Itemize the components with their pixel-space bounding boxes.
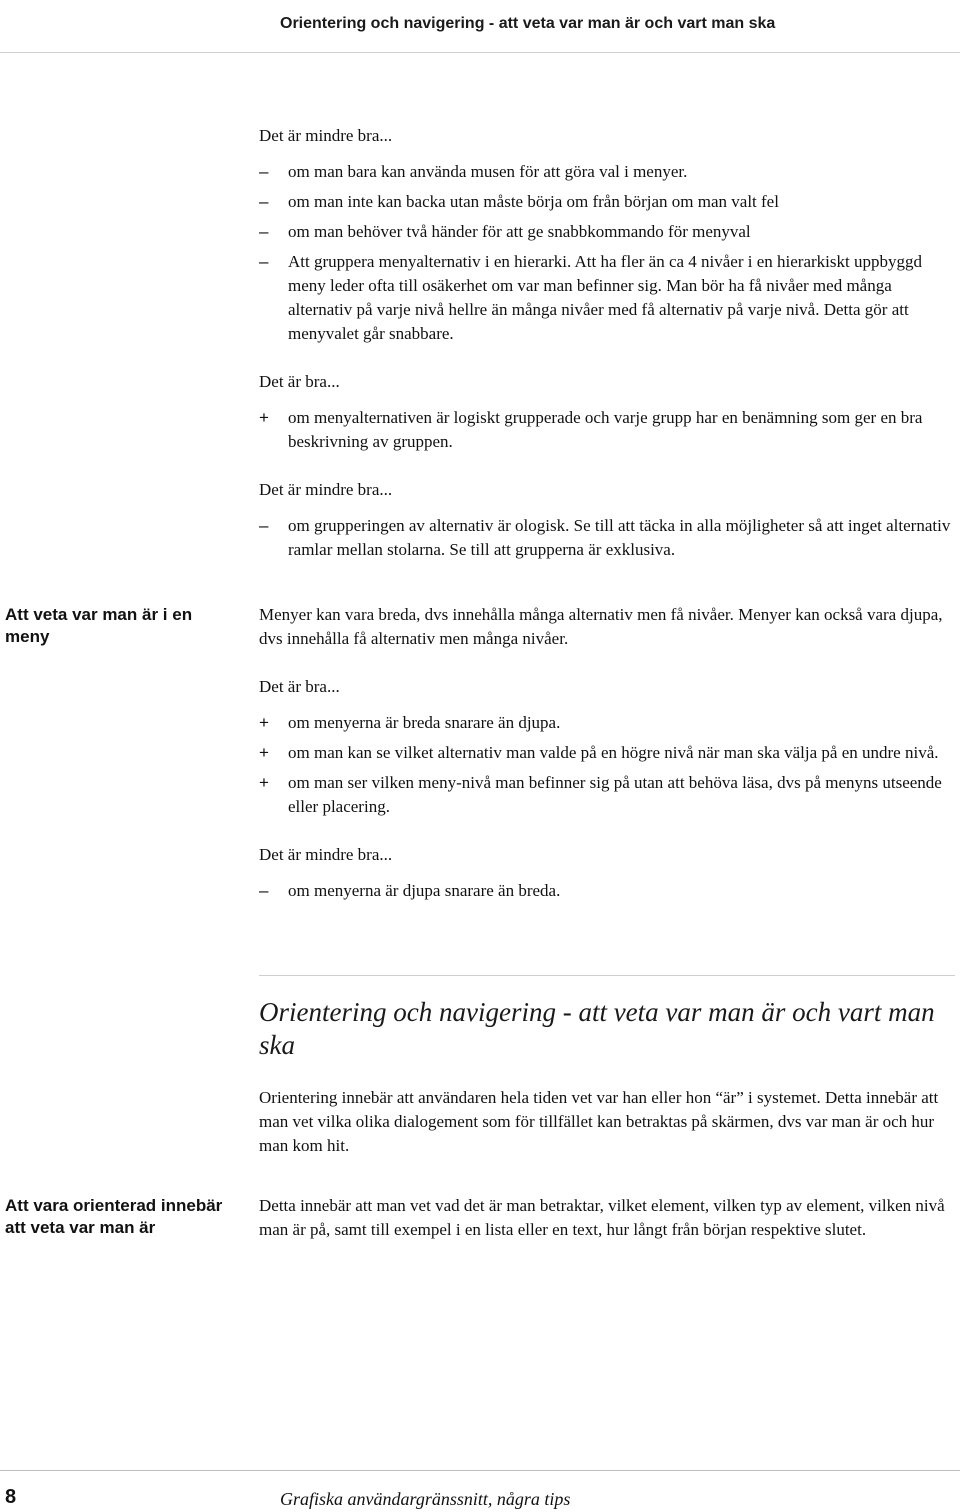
section-orientation-body bbox=[259, 1194, 954, 1242]
section-intro: Menyer kan vara breda, dvs innehålla många alternativ men få nivåer. Menyer kan också vara djupa, dvs innehålla få alternativ men många nivåer. bbox=[259, 605, 943, 648]
minus-marker: – bbox=[259, 162, 269, 181]
section-orientation-intro bbox=[259, 1086, 954, 1158]
list-item: – Att gruppera menyalternativ i en hierarki. Att ha fler än ca 4 nivåer i en hierarkiskt uppbyggd meny leder ofta till osäkerhet om var man befinner sig. Man bör ha få nivåer med många alternativ på varje nivå hellre än många nivåer med få alternativ på varje nivå. Detta gör att menyvalet går snabbare. bbox=[259, 252, 922, 343]
plus-list bbox=[259, 406, 954, 454]
running-header-title: Orientering och navigering - att veta var man är och vart man ska bbox=[280, 15, 776, 32]
minus-list bbox=[259, 514, 954, 562]
minus-marker: – bbox=[259, 252, 269, 271]
lead-good: Det är bra... bbox=[259, 372, 340, 391]
minus-list bbox=[259, 879, 954, 903]
section-heading: Orientering och navigering - att veta var man är och vart man ska bbox=[259, 997, 935, 1060]
minus-marker: – bbox=[259, 222, 269, 241]
minus-marker: – bbox=[259, 516, 269, 535]
minus-list bbox=[259, 160, 954, 346]
lead-less-good: Det är mindre bra... bbox=[259, 480, 393, 499]
footer-divider bbox=[0, 1470, 960, 1471]
section-divider bbox=[259, 975, 955, 976]
lead-less-good: Det är mindre bra... bbox=[259, 126, 393, 145]
list-item: + om man ser vilken meny-nivå man befinner sig på utan att behöva läsa, dvs på menyns utseende eller placering. bbox=[259, 773, 942, 816]
plus-marker: + bbox=[259, 408, 269, 427]
list-item: – om grupperingen av alternativ är ologisk. Se till att täcka in alla möjligheter så att inget alternativ ramlar mellan stolarna. Se till att grupperna är exklusiva. bbox=[259, 516, 951, 559]
section-menu-position bbox=[259, 603, 954, 903]
section-body: Detta innebär att man vet vad det är man betraktar, vilket element, vilken typ av element, vilken nivå man är på, samt till exempel i en lista eller en text, hur långt från början respektive slutet. bbox=[259, 1196, 945, 1239]
lead-less-good: Det är mindre bra... bbox=[259, 845, 393, 864]
list-item: – om man behöver två händer för att ge snabbkommando för menyval bbox=[259, 220, 954, 244]
section-intro: Orientering innebär att användaren hela tiden vet var han eller hon “är” i systemet. Detta innebär att man vet vilka olika dialogement som för tillfället kan betraktas på skärmen, dvs var man är och hur man kom hit. bbox=[259, 1088, 939, 1155]
minus-marker: – bbox=[259, 881, 269, 900]
list-item: – om man inte kan backa utan måste börja om från början om man valt fel bbox=[259, 190, 954, 214]
section-menu-hierarchy bbox=[259, 124, 954, 562]
running-header bbox=[0, 0, 960, 53]
list-item: + om menyalternativen är logiskt grupperade och varje grupp har en benämning som ger en bra beskrivning av gruppen. bbox=[259, 408, 923, 451]
minus-marker: – bbox=[259, 192, 269, 211]
plus-list bbox=[259, 711, 954, 819]
margin-note-menu-position: Att veta var man är i en meny bbox=[5, 605, 193, 646]
plus-marker: + bbox=[259, 773, 269, 792]
plus-marker: + bbox=[259, 713, 269, 732]
margin-note-orientation: Att vara orienterad innebär att veta var man är bbox=[5, 1196, 223, 1237]
list-item: – om menyerna är djupa snarare än breda. bbox=[259, 879, 954, 903]
list-item: + om menyerna är breda snarare än djupa. bbox=[259, 711, 954, 735]
page-number: 8 bbox=[5, 1486, 17, 1508]
lead-good: Det är bra... bbox=[259, 677, 340, 696]
list-item: – om man bara kan använda musen för att göra val i menyer. bbox=[259, 160, 954, 184]
list-item: + om man kan se vilket alternativ man valde på en högre nivå när man ska välja på en undre nivå. bbox=[259, 741, 954, 765]
plus-marker: + bbox=[259, 743, 269, 762]
book-title: Grafiska användargränssnitt, några tips bbox=[280, 1489, 571, 1509]
